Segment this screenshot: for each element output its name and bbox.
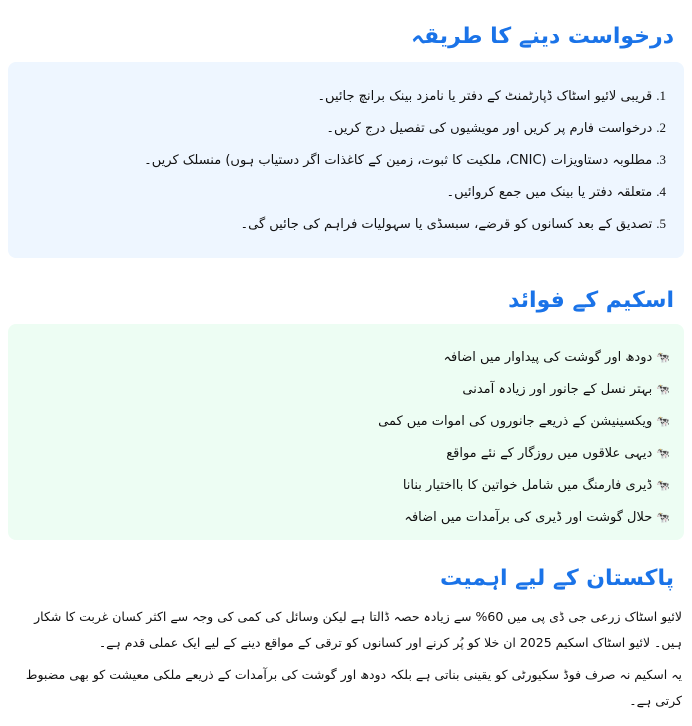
cow-icon: 🐄 <box>656 383 670 396</box>
cow-icon: 🐄 <box>656 351 670 364</box>
step-number: 4. <box>656 184 666 199</box>
step-text: قریبی لائیو اسٹاک ڈپارٹمنٹ کے دفتر یا نامزد بینک برانچ جائیں۔ <box>317 89 653 104</box>
cow-icon: 🐄 <box>656 479 670 492</box>
step-item <box>22 112 670 144</box>
step-item <box>22 208 670 240</box>
cow-icon: 🐄 <box>656 511 670 524</box>
importance-paragraph: یہ اسکیم نہ صرف فوڈ سکیورٹی کو یقینی بناتی ہے بلکہ دودھ اور گوشت کی برآمدات کے ذریعے ملکی معیشت کو بھی مضبوط کرتی ہے۔ <box>25 667 682 708</box>
benefit-text: حلال گوشت اور ڈیری کی برآمدات میں اضافہ <box>404 510 653 525</box>
benefits-box <box>8 324 684 540</box>
step-number: 5. <box>656 216 666 231</box>
step-text: متعلقہ دفتر یا بینک میں جمع کروائیں۔ <box>446 185 653 200</box>
benefit-item <box>22 502 670 534</box>
step-text: مطلوبہ دستاویزات (CNIC، ملکیت کا ثبوت، زمین کے کاغذات اگر دستیاب ہوں) منسلک کریں۔ <box>144 153 653 168</box>
benefit-text: بہتر نسل کے جانور اور زیادہ آمدنی <box>462 382 653 397</box>
benefit-text: ڈیری فارمنگ میں شامل خواتین کا بااختیار بنانا <box>402 478 653 493</box>
section-title-importance: پاکستان کے لیے اہمیت <box>440 566 674 591</box>
step-number: 2. <box>656 120 666 135</box>
section-title-steps: درخواست دینے کا طریقہ <box>411 24 674 49</box>
benefit-text: ویکسینیشن کے ذریعے جانوروں کی اموات میں کمی <box>378 414 653 429</box>
benefit-item <box>22 470 670 502</box>
step-item <box>22 176 670 208</box>
benefit-text: دیہی علاقوں میں روزگار کے نئے مواقع <box>446 446 653 461</box>
benefit-item <box>22 374 670 406</box>
step-number: 1. <box>656 88 666 103</box>
benefit-item <box>22 406 670 438</box>
cow-icon: 🐄 <box>656 415 670 428</box>
steps-list <box>22 80 670 240</box>
steps-box <box>8 62 684 258</box>
benefit-item <box>22 342 670 374</box>
step-number: 3. <box>656 152 666 167</box>
step-item <box>22 80 670 112</box>
cow-icon: 🐄 <box>656 447 670 460</box>
benefit-item <box>22 438 670 470</box>
step-item <box>22 144 670 176</box>
section-title-benefits: اسکیم کے فوائد <box>508 288 674 313</box>
step-text: تصدیق کے بعد کسانوں کو قرضے، سبسڈی یا سہولیات فراہم کی جائیں گی۔ <box>240 217 653 232</box>
step-text: درخواست فارم پر کریں اور مویشیوں کی تفصیل درج کریں۔ <box>326 121 653 136</box>
importance-paragraph: لائیو اسٹاک زرعی جی ڈی پی میں 60% سے زیادہ حصہ ڈالتا ہے لیکن وسائل کی کمی کی وجہ سے اکثر کسان غربت کا شکار ہیں۔ لائیو اسٹاک اسکیم 2025 ان خلا کو پُر کرنے اور کسانوں کو ترقی کے مواقع دینے کے لیے ایک عملی قدم ہے۔ <box>34 609 682 650</box>
benefit-text: دودھ اور گوشت کی پیداوار میں اضافہ <box>443 350 653 365</box>
benefits-list <box>22 342 670 534</box>
